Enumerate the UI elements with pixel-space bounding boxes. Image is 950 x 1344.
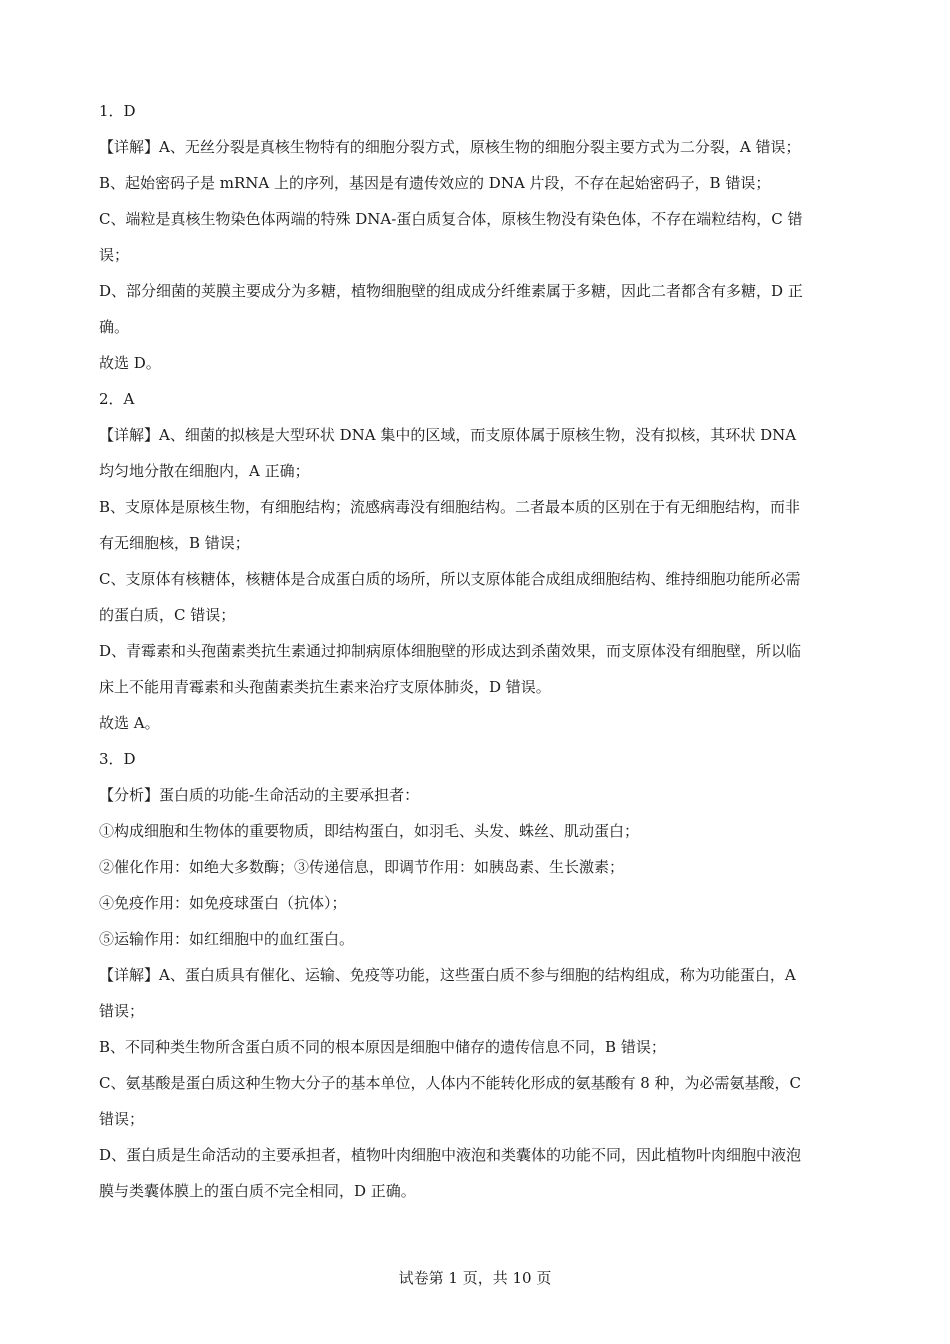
text-line: 【详解】A、蛋白质具有催化、运输、免疫等功能，这些蛋白质不参与细胞的结构组成，称为功能蛋白，A xyxy=(99,966,796,984)
text-line: 有无细胞核，B 错误； xyxy=(99,534,250,552)
text-line: 均匀地分散在细胞内，A 正确； xyxy=(99,462,310,480)
text-line: D、青霉素和头孢菌素类抗生素通过抑制病原体细胞壁的形成达到杀菌效果，而支原体没有细胞壁，所以临 xyxy=(99,642,802,660)
text-line: ①构成细胞和生物体的重要物质，即结构蛋白，如羽毛、头发、蛛丝、肌动蛋白； xyxy=(99,822,640,840)
text-line: 床上不能用青霉素和头孢菌素类抗生素来治疗支原体肺炎，D 错误。 xyxy=(99,678,551,696)
text-line: C、氨基酸是蛋白质这种生物大分子的基本单位，人体内不能转化形成的氨基酸有 8 种，为必需氨基酸，C xyxy=(99,1074,802,1092)
text-line: B、不同种类生物所含蛋白质不同的根本原因是细胞中储存的遗传信息不同，B 错误； xyxy=(99,1038,666,1056)
text-line: B、支原体是原核生物，有细胞结构；流感病毒没有细胞结构。二者最本质的区别在于有无细胞结构，而非 xyxy=(99,498,801,516)
text-line: C、端粒是真核生物染色体两端的特殊 DNA-蛋白质复合体，原核生物没有染色体，不存在端粒结构，C 错 xyxy=(99,210,803,228)
text-line: B、起始密码子是 mRNA 上的序列，基因是有遗传效应的 DNA 片段，不存在起始密码子，B 错误； xyxy=(99,174,771,192)
text-line: ②催化作用：如绝大多数酶；③传递信息，即调节作用：如胰岛素、生长激素； xyxy=(99,858,625,876)
text-line: 故选 A。 xyxy=(99,714,160,732)
text-line: 故选 D。 xyxy=(99,354,161,372)
text-line: 1．D xyxy=(99,102,136,120)
text-line: 【详解】A、无丝分裂是真核生物特有的细胞分裂方式，原核生物的细胞分裂主要方式为二分裂，A 错误； xyxy=(99,138,801,156)
text-line: ④免疫作用：如免疫球蛋白（抗体）； xyxy=(99,894,347,912)
text-line: D、蛋白质是生命活动的主要承担者，植物叶肉细胞中液泡和类囊体的功能不同，因此植物叶肉细胞中液泡 xyxy=(99,1146,802,1164)
text-line: ⑤运输作用：如红细胞中的血红蛋白。 xyxy=(99,930,355,948)
text-line: 【分析】蛋白质的功能-生命活动的主要承担者： xyxy=(99,786,420,804)
text-line: 的蛋白质，C 错误； xyxy=(99,606,236,624)
page-footer: 试卷第 1 页，共 10 页 xyxy=(398,1269,552,1287)
text-line: 确。 xyxy=(99,318,130,336)
text-line: D、部分细菌的荚膜主要成分为多糖，植物细胞壁的组成成分纤维素属于多糖，因此二者都含有多糖，D 正 xyxy=(99,282,803,300)
text-line: 【详解】A、细菌的拟核是大型环状 DNA 集中的区域，而支原体属于原核生物，没有拟核，其环状 DNA xyxy=(99,426,797,444)
text-line: 2．A xyxy=(99,390,135,408)
text-line: 3．D xyxy=(99,750,136,768)
text-line: 误； xyxy=(99,246,130,264)
text-line: 膜与类囊体膜上的蛋白质不完全相同，D 正确。 xyxy=(99,1182,416,1200)
text-line: 错误； xyxy=(99,1002,145,1020)
answer-content xyxy=(99,93,857,1209)
text-line: 错误； xyxy=(99,1110,145,1128)
text-line: C、支原体有核糖体，核糖体是合成蛋白质的场所，所以支原体能合成组成细胞结构、维持细胞功能所必需 xyxy=(99,570,801,588)
